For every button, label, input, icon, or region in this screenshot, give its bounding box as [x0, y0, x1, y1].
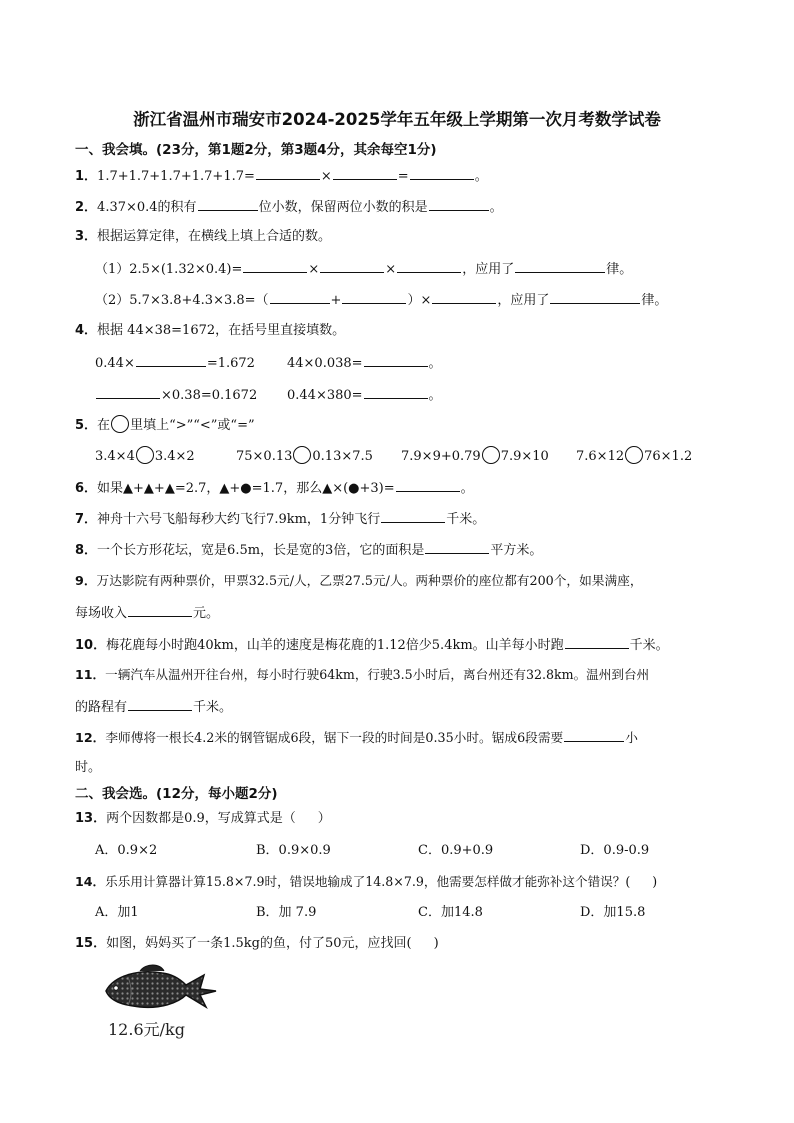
q9-end: 元。 — [193, 606, 220, 621]
question-7 — [75, 508, 485, 530]
q3p2-end: 律。 — [641, 293, 668, 308]
q14-close: ) — [652, 874, 658, 889]
section2-header: 二、我会选。(12分，每小题2分) — [75, 786, 278, 802]
q4-r1b-pre: 44×0.038= — [287, 356, 363, 371]
question-14 — [75, 872, 657, 892]
q4-r1b-blank[interactable] — [364, 352, 428, 367]
q3p2-text-1: ）× — [407, 293, 432, 308]
q14-option-c[interactable]: C．加14.8 — [418, 905, 483, 920]
q10-end: 千米。 — [629, 638, 669, 653]
q13-option-a[interactable]: A．0.9×2 — [95, 843, 158, 858]
q6-end: 。 — [460, 481, 474, 496]
q5-text-2: 里填上“>”“<”或“=” — [130, 418, 255, 433]
q3p1-blank-3[interactable] — [397, 258, 461, 273]
q3p1-blank-law[interactable] — [515, 258, 605, 273]
q3-part-1 — [95, 258, 632, 280]
q8-blank[interactable] — [425, 539, 489, 554]
question-2 — [75, 196, 503, 218]
fish-figure — [100, 961, 222, 1041]
q4-r1a-pre: 0.44× — [95, 356, 135, 371]
q4-r2b-post: 。 — [428, 388, 442, 403]
q5-compare-4 — [576, 446, 692, 467]
q11-line-2 — [75, 696, 232, 718]
q13-text: 两个因数都是0.9，写成算式是（ — [106, 811, 296, 826]
q5-c2-right: 0.13×7.5 — [312, 449, 373, 464]
question-1 — [75, 165, 488, 187]
q15-close: ) — [433, 936, 439, 951]
question-12 — [75, 727, 638, 748]
q11-number: 11． — [75, 667, 106, 682]
question-4 — [75, 321, 345, 341]
q5-c4-left: 7.6×12 — [576, 449, 625, 464]
q12-number: 12． — [75, 730, 106, 745]
q2-blank-1[interactable] — [198, 196, 258, 211]
question-9 — [75, 571, 643, 591]
q12-blank[interactable] — [564, 727, 624, 742]
q2-end: 。 — [489, 200, 503, 215]
q3p2-blank-2[interactable] — [342, 289, 406, 304]
q13-close: ） — [317, 811, 331, 826]
q3-number: 3． — [75, 229, 98, 244]
q5-c1-left: 3.4×4 — [95, 449, 135, 464]
q12-text-2: 时。 — [75, 760, 102, 775]
q11-blank[interactable] — [128, 696, 192, 711]
q3p2-text-2: ，应用了 — [497, 293, 550, 308]
q2-text-1: 4.37×0.4的积有 — [97, 200, 197, 215]
section1-header: 一、我会填。(23分，第1题2分，第3题4分，其余每空1分) — [75, 142, 437, 158]
q3p1-blank-2[interactable] — [320, 258, 384, 273]
q5-c3-right: 7.9×10 — [500, 449, 549, 464]
q7-end: 千米。 — [446, 512, 486, 527]
question-5 — [75, 415, 255, 436]
q7-number: 7． — [75, 512, 98, 527]
q4-text: 根据 44×38=1672，在括号里直接填数。 — [97, 323, 346, 338]
q14-text: 乐乐用计算器计算15.8×7.9时，错误地输成了14.8×7.9，他需要怎样做才能弥补这个错误？( — [105, 874, 631, 889]
q4-r2a-post: ×0.38=0.1672 — [161, 388, 258, 403]
q2-blank-2[interactable] — [429, 196, 489, 211]
q7-blank[interactable] — [381, 508, 445, 523]
q9-text: 万达影院有两种票价，甲票32.5元/人，乙票27.5元/人。两种票价的座位都有200个，如果满座， — [96, 573, 643, 588]
q3p1-end: 律。 — [606, 262, 633, 277]
q3-part-2 — [95, 289, 667, 311]
q6-text: 如果▲+▲+▲=2.7，▲+●=1.7，那么▲×(●+3)= — [97, 481, 395, 496]
q14-number: 14． — [75, 874, 106, 889]
q4-r2a-blank[interactable] — [96, 384, 160, 399]
q1-blank-3[interactable] — [410, 165, 474, 180]
q5-number: 5． — [75, 418, 98, 433]
exam-title: 浙江省温州市瑞安市2024-2025学年五年级上学期第一次月考数学试卷 — [133, 110, 661, 129]
question-13 — [75, 809, 331, 829]
q2-number: 2． — [75, 200, 98, 215]
q4-row-2b — [287, 384, 442, 406]
q3p2-blank-law[interactable] — [550, 289, 640, 304]
q1-blank-2[interactable] — [333, 165, 397, 180]
q5-c4-right: 76×1.2 — [644, 449, 693, 464]
q10-blank[interactable] — [565, 634, 629, 649]
q5-c1-right: 3.4×2 — [154, 449, 195, 464]
question-10 — [75, 634, 669, 656]
q13-option-d[interactable]: D．0.9-0.9 — [580, 843, 650, 858]
q3p2-text: （2）5.7×3.8+4.3×3.8=（ — [95, 293, 269, 308]
q3p2-plus: + — [330, 293, 342, 308]
q1-number: 1． — [75, 169, 98, 184]
q15-number: 15． — [75, 936, 107, 951]
q5-text-1: 在 — [97, 418, 111, 433]
q13-option-b[interactable]: B．0.9×0.9 — [256, 843, 331, 858]
q12-end: 小 — [625, 730, 638, 745]
q4-r2b-blank[interactable] — [364, 384, 428, 399]
q11-text: 一辆汽车从温州开往台州，每小时行驶64km，行驶3.5小时后，离台州还有32.8km。温州到台州 — [105, 667, 650, 682]
q3p2-blank-3[interactable] — [432, 289, 496, 304]
q4-row-1b — [287, 352, 442, 374]
q5-compare-1 — [95, 446, 195, 467]
q1-op1: × — [320, 169, 332, 184]
q4-row-2a — [95, 384, 257, 406]
q1-blank-1[interactable] — [256, 165, 320, 180]
q9-line-2 — [75, 602, 219, 624]
q12-line-2 — [75, 758, 101, 778]
q14-option-d[interactable]: D．加15.8 — [580, 905, 646, 920]
q14-option-a[interactable]: A．加1 — [95, 905, 139, 920]
q3-text: 根据运算定律，在横线上填上合适的数。 — [97, 229, 332, 244]
q5-c3-left: 7.9×9+0.79 — [401, 449, 481, 464]
q1-end: 。 — [474, 169, 488, 184]
q11-text-2: 的路程有 — [75, 700, 128, 715]
q8-end: 平方米。 — [490, 543, 543, 558]
q8-number: 8． — [75, 543, 98, 558]
q4-r1a-blank[interactable] — [136, 352, 206, 367]
q5-c2-left: 75×0.13 — [236, 449, 293, 464]
q3p1-blank-1[interactable] — [243, 258, 307, 273]
q4-r2b-pre: 0.44×380= — [287, 388, 363, 403]
q13-number: 13． — [75, 811, 107, 826]
q12-text: 李师傅将一根长4.2米的钢管锯成6段，锯下一段的时间是0.35小时。锯成6段需要 — [105, 730, 564, 745]
fish-price-label: 12.6元/kg — [108, 1020, 185, 1039]
circle-icon — [111, 415, 129, 433]
q3p2-blank-1[interactable] — [270, 289, 330, 304]
question-8 — [75, 539, 542, 561]
q4-r1a-post: =1.672 — [206, 356, 255, 371]
q5-compare-2 — [236, 446, 373, 467]
q5-c2-circle[interactable] — [293, 446, 311, 464]
q3p1-op2: × — [385, 262, 397, 277]
q1-text: 1.7+1.7+1.7+1.7+1.7= — [97, 169, 255, 184]
q4-row-1a — [95, 352, 255, 374]
question-6 — [75, 477, 474, 499]
q8-text: 一个长方形花坛，宽是6.5m，长是宽的3倍，它的面积是 — [97, 543, 425, 558]
q2-text-2: 位小数，保留两位小数的积是 — [258, 200, 428, 215]
q11-end: 千米。 — [193, 700, 233, 715]
q6-number: 6． — [75, 481, 98, 496]
fish-icon — [100, 961, 222, 1017]
q4-number: 4． — [75, 323, 98, 338]
q10-text: 梅花鹿每小时跑40km，山羊的速度是梅花鹿的1.12倍少5.4km。山羊每小时跑 — [106, 638, 564, 653]
q15-text: 如图，妈妈买了一条1.5kg的鱼，付了50元，应找回( — [106, 936, 412, 951]
q5-c1-circle[interactable] — [136, 446, 154, 464]
q13-option-c[interactable]: C．0.9+0.9 — [418, 843, 494, 858]
q9-blank[interactable] — [128, 602, 192, 617]
question-3 — [75, 227, 331, 247]
q7-text: 神舟十六号飞船每秒大约飞行7.9km，1分钟飞行 — [97, 512, 381, 527]
q5-c3-circle[interactable] — [482, 446, 500, 464]
q9-text-2: 每场收入 — [75, 606, 128, 621]
q9-number: 9． — [75, 573, 97, 588]
question-11 — [75, 665, 649, 685]
q5-compare-3 — [401, 446, 549, 467]
q5-c4-circle[interactable] — [625, 446, 643, 464]
q3p1-text: （1）2.5×(1.32×0.4)= — [95, 262, 243, 277]
q6-blank[interactable] — [396, 477, 460, 492]
q4-r1b-post: 。 — [428, 356, 442, 371]
q3p1-text-2: ，应用了 — [462, 262, 515, 277]
q14-option-b[interactable]: B．加 7.9 — [256, 905, 317, 920]
q10-number: 10． — [75, 638, 107, 653]
question-15 — [75, 934, 439, 954]
q1-op2: = — [397, 169, 409, 184]
q3p1-op1: × — [308, 262, 320, 277]
